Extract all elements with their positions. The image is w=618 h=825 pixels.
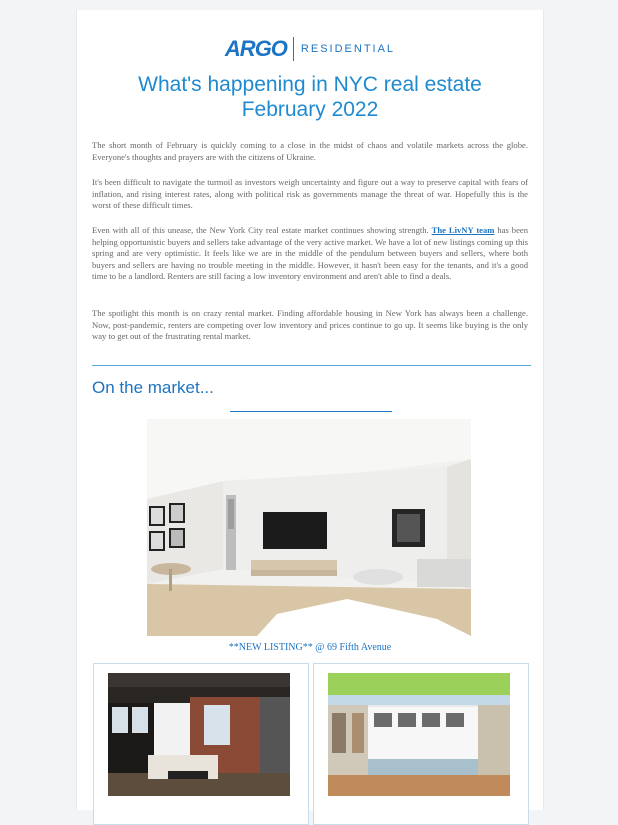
section-divider bbox=[92, 365, 531, 366]
listing-card-loft[interactable] bbox=[93, 663, 309, 825]
newsletter-sheet bbox=[76, 10, 544, 810]
intro-paragraph-3 bbox=[92, 225, 528, 283]
intro-paragraph-1: The short month of February is quickly coming to a close in the midst of chaos and volatile markets across the globe. Everyone's thoughts and prayers are with the citizens of Ukraine. bbox=[92, 140, 528, 162]
logo-mark: ARGO bbox=[224, 36, 287, 61]
intro-paragraph-4: The spotlight this month is on crazy rental market. Finding affordable housing in New York has always been a challenge. Now, post-pandemic, renters are competing over low inventory and prices continue to go up. It seems like buying is the only way to get out of the frustrating rental market. bbox=[92, 308, 528, 342]
intro-p3-start: Even with all of this unease, the New York City real estate market continues showing strength. bbox=[92, 225, 429, 235]
logo-divider bbox=[293, 37, 294, 61]
intro-p3-end: has been helping opportunistic buyers and sellers take advantage of the very active market. We have a lot of new listings coming up this spring and are very optimistic. It feels like we are in the middle of the pendulum between buyers and sellers, where both buyers and sellers are having no trouble meeting in the middle. However, it hasn't been easy for the tenants, and it's a good time to be a landlord. Renters are still facing a low inventory environment and aren't able to find a deals. bbox=[92, 225, 529, 282]
featured-listing-photo[interactable] bbox=[147, 419, 471, 636]
page-title bbox=[77, 72, 543, 122]
featured-listing-caption[interactable]: **NEW LISTING** @ 69 Fifth Avenue bbox=[228, 642, 392, 653]
listing-card-storefront[interactable] bbox=[313, 663, 529, 825]
intro-paragraph-2: It's been difficult to navigate the turmoil as investors weigh uncertainty and figure out a way to preserve capital with fears of inflation, and rising interest rates, along with political risk as governments manage the threat of war. Hopefully this is the worst of these difficult times. bbox=[92, 177, 528, 211]
livny-team-link[interactable]: The LivNY team bbox=[431, 225, 495, 235]
title-line-1: What's happening in NYC real estate bbox=[138, 73, 482, 96]
heading-underline bbox=[230, 411, 392, 412]
logo-subtitle: RESIDENTIAL bbox=[300, 43, 396, 55]
listing-photo-storefront bbox=[328, 673, 510, 796]
brand-logo[interactable] bbox=[77, 34, 543, 64]
listing-photo-loft bbox=[108, 673, 290, 796]
title-line-2: February 2022 bbox=[241, 98, 379, 121]
on-the-market-heading: On the market... bbox=[92, 378, 214, 397]
